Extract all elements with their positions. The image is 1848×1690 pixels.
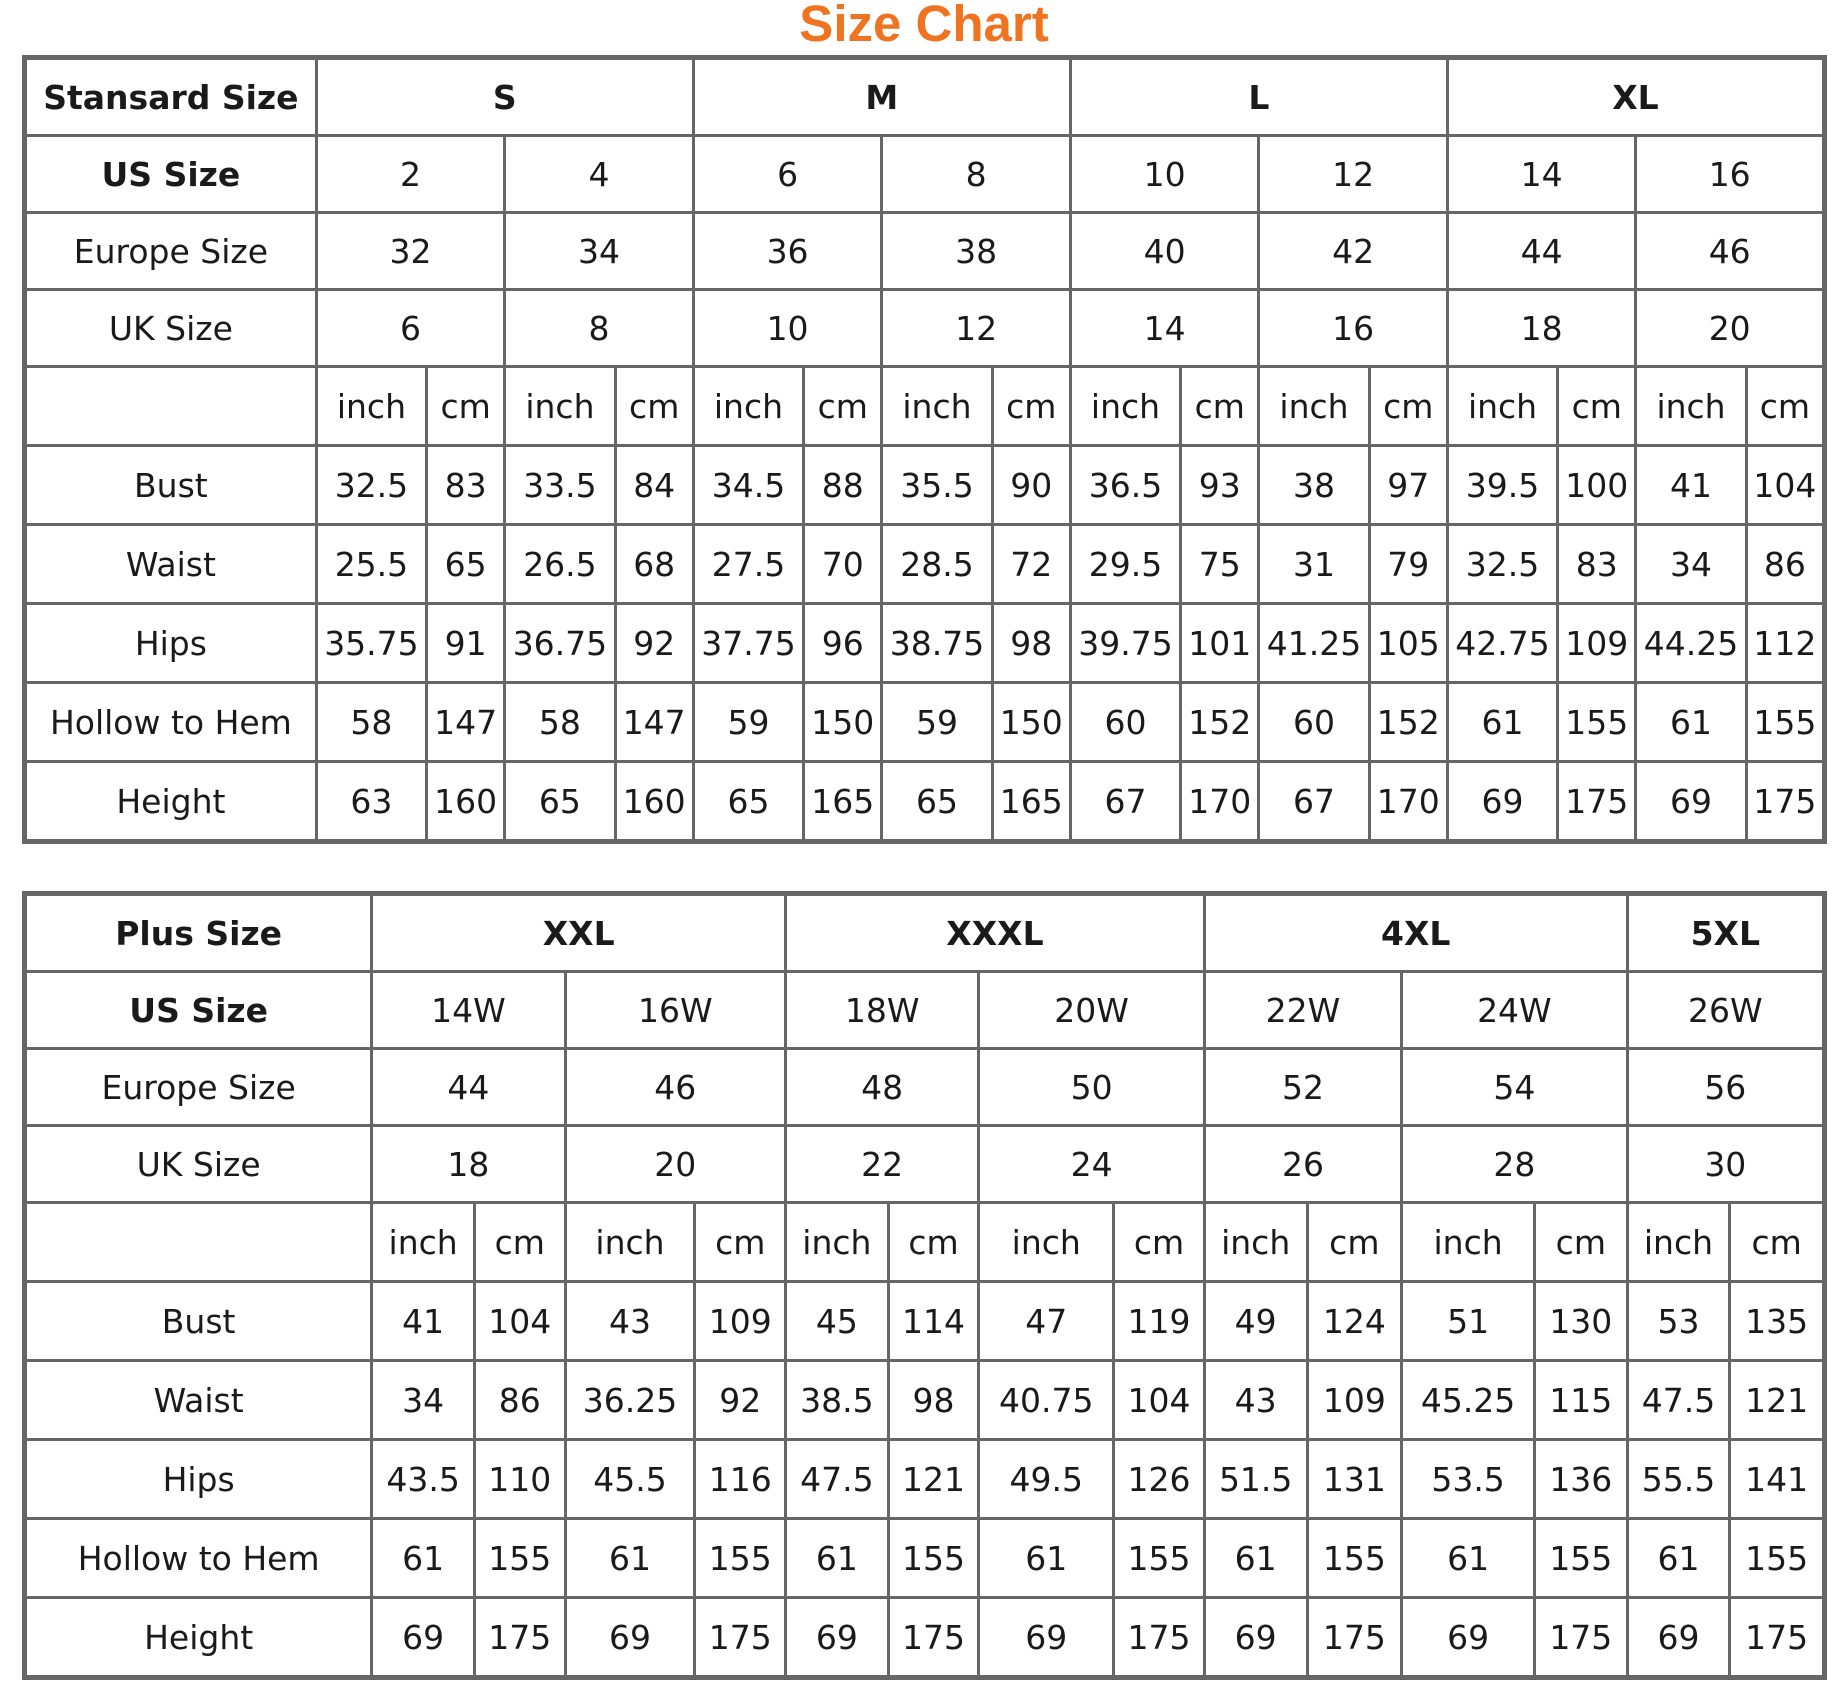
measurement-label: Hollow to Hem	[25, 683, 317, 762]
value-cm: 90	[992, 446, 1070, 525]
value-inch: 45	[786, 1282, 889, 1361]
value-cm: 152	[1181, 683, 1259, 762]
value-cm: 124	[1307, 1282, 1402, 1361]
value-cm: 155	[695, 1519, 786, 1598]
plus-uk-size-row	[25, 1126, 1825, 1203]
uk-size-cell: 30	[1627, 1126, 1824, 1203]
us-size-cell: 14	[1447, 136, 1636, 213]
unit-cm: cm	[1114, 1203, 1205, 1282]
value-cm: 75	[1181, 525, 1259, 604]
value-cm: 88	[804, 446, 882, 525]
measurement-label: Hips	[25, 1440, 372, 1519]
europe-size-cell: 32	[316, 213, 505, 290]
value-cm: 130	[1535, 1282, 1628, 1361]
standard-header-row	[25, 58, 1825, 136]
us-size-label: US Size	[25, 972, 372, 1049]
standard-size-table	[22, 55, 1827, 844]
value-inch: 69	[1204, 1598, 1307, 1678]
unit-row-blank	[25, 367, 317, 446]
uk-size-cell: 6	[316, 290, 505, 367]
value-inch: 61	[1447, 683, 1557, 762]
value-inch: 38.75	[882, 604, 992, 683]
unit-cm: cm	[1730, 1203, 1825, 1282]
value-inch: 43	[1204, 1361, 1307, 1440]
value-inch: 69	[1627, 1598, 1730, 1678]
size-group-l: L	[1070, 58, 1447, 136]
measurement-row-hips	[25, 604, 1825, 683]
us-size-row	[25, 136, 1825, 213]
europe-size-cell: 44	[1447, 213, 1636, 290]
value-inch: 51	[1402, 1282, 1535, 1361]
value-cm: 175	[1307, 1598, 1402, 1678]
value-inch: 67	[1259, 762, 1369, 842]
europe-size-label: Europe Size	[25, 213, 317, 290]
europe-size-cell: 50	[979, 1049, 1205, 1126]
value-cm: 84	[615, 446, 693, 525]
value-inch: 27.5	[693, 525, 803, 604]
value-cm: 91	[427, 604, 505, 683]
unit-inch: inch	[882, 367, 992, 446]
value-inch: 61	[786, 1519, 889, 1598]
plus-unit-row	[25, 1203, 1825, 1282]
value-cm: 175	[1535, 1598, 1628, 1678]
value-inch: 38.5	[786, 1361, 889, 1440]
value-cm: 160	[427, 762, 505, 842]
unit-inch: inch	[1636, 367, 1746, 446]
unit-cm: cm	[427, 367, 505, 446]
measurement-row-height	[25, 762, 1825, 842]
uk-size-cell: 20	[1636, 290, 1825, 367]
value-cm: 175	[474, 1598, 565, 1678]
unit-cm: cm	[804, 367, 882, 446]
unit-inch: inch	[979, 1203, 1114, 1282]
europe-size-label: Europe Size	[25, 1049, 372, 1126]
value-cm: 109	[1307, 1361, 1402, 1440]
value-inch: 69	[372, 1598, 475, 1678]
uk-size-cell: 18	[1447, 290, 1636, 367]
value-cm: 131	[1307, 1440, 1402, 1519]
value-cm: 96	[804, 604, 882, 683]
uk-size-cell: 24	[979, 1126, 1205, 1203]
value-inch: 34.5	[693, 446, 803, 525]
us-size-cell: 16W	[565, 972, 785, 1049]
us-size-cell: 20W	[979, 972, 1205, 1049]
value-inch: 59	[882, 683, 992, 762]
value-cm: 100	[1558, 446, 1636, 525]
value-inch: 53.5	[1402, 1440, 1535, 1519]
value-cm: 147	[615, 683, 693, 762]
value-cm: 119	[1114, 1282, 1205, 1361]
value-cm: 110	[474, 1440, 565, 1519]
value-cm: 98	[992, 604, 1070, 683]
value-inch: 47.5	[786, 1440, 889, 1519]
value-cm: 79	[1369, 525, 1447, 604]
value-inch: 40.75	[979, 1361, 1114, 1440]
value-cm: 155	[888, 1519, 979, 1598]
value-inch: 61	[1402, 1519, 1535, 1598]
value-inch: 36.25	[565, 1361, 695, 1440]
uk-size-label: UK Size	[25, 290, 317, 367]
value-inch: 51.5	[1204, 1440, 1307, 1519]
value-inch: 35.5	[882, 446, 992, 525]
us-size-cell: 16	[1636, 136, 1825, 213]
uk-size-cell: 12	[882, 290, 1071, 367]
value-inch: 39.75	[1070, 604, 1180, 683]
europe-size-cell: 38	[882, 213, 1071, 290]
uk-size-cell: 14	[1070, 290, 1259, 367]
measurement-row-bust	[25, 446, 1825, 525]
value-inch: 32.5	[316, 446, 426, 525]
value-inch: 41	[1636, 446, 1746, 525]
unit-inch: inch	[316, 367, 426, 446]
measurement-label: Hips	[25, 604, 317, 683]
value-cm: 92	[615, 604, 693, 683]
europe-size-cell: 44	[372, 1049, 565, 1126]
measurement-label: Bust	[25, 446, 317, 525]
value-inch: 43	[565, 1282, 695, 1361]
measurement-row-hollow-to-hem	[25, 683, 1825, 762]
value-inch: 34	[1636, 525, 1746, 604]
value-cm: 150	[992, 683, 1070, 762]
value-inch: 69	[1447, 762, 1557, 842]
value-cm: 155	[1558, 683, 1636, 762]
unit-cm: cm	[1181, 367, 1259, 446]
value-inch: 37.75	[693, 604, 803, 683]
value-cm: 141	[1730, 1440, 1825, 1519]
plus-europe-size-row	[25, 1049, 1825, 1126]
value-cm: 86	[1746, 525, 1824, 604]
unit-cm: cm	[1369, 367, 1447, 446]
value-cm: 165	[992, 762, 1070, 842]
value-inch: 61	[979, 1519, 1114, 1598]
value-inch: 59	[693, 683, 803, 762]
value-inch: 61	[1627, 1519, 1730, 1598]
value-cm: 68	[615, 525, 693, 604]
value-cm: 104	[474, 1282, 565, 1361]
plus-us-size-row	[25, 972, 1825, 1049]
measurement-row-height	[25, 1598, 1825, 1678]
size-group-xxl: XXL	[372, 894, 786, 972]
europe-size-cell: 46	[565, 1049, 785, 1126]
value-inch: 61	[372, 1519, 475, 1598]
value-inch: 69	[565, 1598, 695, 1678]
value-inch: 65	[882, 762, 992, 842]
europe-size-cell: 42	[1259, 213, 1448, 290]
us-size-cell: 2	[316, 136, 505, 213]
unit-inch: inch	[1402, 1203, 1535, 1282]
value-inch: 41	[372, 1282, 475, 1361]
value-cm: 72	[992, 525, 1070, 604]
size-group-xl: XL	[1447, 58, 1824, 136]
value-cm: 126	[1114, 1440, 1205, 1519]
unit-cm: cm	[695, 1203, 786, 1282]
value-cm: 160	[615, 762, 693, 842]
value-inch: 58	[505, 683, 615, 762]
plus-size-table	[22, 891, 1827, 1680]
uk-size-row	[25, 290, 1825, 367]
value-cm: 104	[1114, 1361, 1205, 1440]
value-inch: 49.5	[979, 1440, 1114, 1519]
europe-size-cell: 48	[786, 1049, 979, 1126]
value-inch: 31	[1259, 525, 1369, 604]
standard-header-label: Stansard Size	[25, 58, 317, 136]
measurement-label: Waist	[25, 525, 317, 604]
unit-inch: inch	[1627, 1203, 1730, 1282]
value-cm: 121	[1730, 1361, 1825, 1440]
value-inch: 65	[693, 762, 803, 842]
uk-size-cell: 10	[693, 290, 882, 367]
measurement-label: Bust	[25, 1282, 372, 1361]
value-cm: 152	[1369, 683, 1447, 762]
value-inch: 55.5	[1627, 1440, 1730, 1519]
value-cm: 105	[1369, 604, 1447, 683]
europe-size-cell: 36	[693, 213, 882, 290]
plus-header-label: Plus Size	[25, 894, 372, 972]
measurement-label: Waist	[25, 1361, 372, 1440]
value-inch: 29.5	[1070, 525, 1180, 604]
europe-size-row	[25, 213, 1825, 290]
unit-inch: inch	[565, 1203, 695, 1282]
value-inch: 69	[979, 1598, 1114, 1678]
value-inch: 65	[505, 762, 615, 842]
value-cm: 155	[1307, 1519, 1402, 1598]
size-group-s: S	[316, 58, 693, 136]
value-inch: 67	[1070, 762, 1180, 842]
unit-inch: inch	[372, 1203, 475, 1282]
value-cm: 112	[1746, 604, 1824, 683]
value-cm: 104	[1746, 446, 1824, 525]
value-cm: 155	[1746, 683, 1824, 762]
standard-measurements	[25, 446, 1825, 842]
uk-size-cell: 22	[786, 1126, 979, 1203]
europe-size-cell: 56	[1627, 1049, 1824, 1126]
value-inch: 33.5	[505, 446, 615, 525]
unit-inch: inch	[1259, 367, 1369, 446]
us-size-cell: 4	[505, 136, 694, 213]
uk-size-cell: 8	[505, 290, 694, 367]
value-cm: 155	[1114, 1519, 1205, 1598]
value-cm: 175	[1746, 762, 1824, 842]
us-size-cell: 8	[882, 136, 1071, 213]
value-inch: 34	[372, 1361, 475, 1440]
value-inch: 25.5	[316, 525, 426, 604]
unit-inch: inch	[1204, 1203, 1307, 1282]
unit-cm: cm	[1746, 367, 1824, 446]
us-size-cell: 22W	[1204, 972, 1401, 1049]
uk-size-cell: 26	[1204, 1126, 1401, 1203]
plus-header-row	[25, 894, 1825, 972]
value-cm: 65	[427, 525, 505, 604]
us-size-cell: 14W	[372, 972, 565, 1049]
value-inch: 63	[316, 762, 426, 842]
value-cm: 175	[1730, 1598, 1825, 1678]
value-inch: 45.5	[565, 1440, 695, 1519]
us-size-cell: 6	[693, 136, 882, 213]
size-group-4xl: 4XL	[1204, 894, 1627, 972]
value-inch: 69	[1636, 762, 1746, 842]
unit-cm: cm	[992, 367, 1070, 446]
measurement-row-waist	[25, 525, 1825, 604]
value-cm: 83	[427, 446, 505, 525]
value-cm: 70	[804, 525, 882, 604]
measurement-label: Height	[25, 762, 317, 842]
value-cm: 155	[474, 1519, 565, 1598]
measurement-row-hollow-to-hem	[25, 1519, 1825, 1598]
measurement-row-waist	[25, 1361, 1825, 1440]
measurement-label: Hollow to Hem	[25, 1519, 372, 1598]
value-inch: 42.75	[1447, 604, 1557, 683]
unit-inch: inch	[505, 367, 615, 446]
unit-inch: inch	[786, 1203, 889, 1282]
value-cm: 175	[695, 1598, 786, 1678]
value-inch: 60	[1259, 683, 1369, 762]
uk-size-cell: 20	[565, 1126, 785, 1203]
size-group-xxxl: XXXL	[786, 894, 1205, 972]
europe-size-cell: 34	[505, 213, 694, 290]
unit-cm: cm	[1558, 367, 1636, 446]
unit-cm: cm	[888, 1203, 979, 1282]
value-inch: 36.75	[505, 604, 615, 683]
value-inch: 69	[786, 1598, 889, 1678]
value-inch: 43.5	[372, 1440, 475, 1519]
us-size-label: US Size	[25, 136, 317, 213]
value-inch: 41.25	[1259, 604, 1369, 683]
value-cm: 165	[804, 762, 882, 842]
us-size-cell: 10	[1070, 136, 1259, 213]
us-size-cell: 24W	[1402, 972, 1627, 1049]
value-cm: 115	[1535, 1361, 1628, 1440]
value-inch: 60	[1070, 683, 1180, 762]
value-cm: 175	[888, 1598, 979, 1678]
value-inch: 26.5	[505, 525, 615, 604]
value-cm: 109	[695, 1282, 786, 1361]
value-inch: 53	[1627, 1282, 1730, 1361]
measurement-row-bust	[25, 1282, 1825, 1361]
value-inch: 61	[1636, 683, 1746, 762]
value-inch: 38	[1259, 446, 1369, 525]
size-group-5xl: 5XL	[1627, 894, 1824, 972]
us-size-cell: 26W	[1627, 972, 1824, 1049]
value-cm: 170	[1181, 762, 1259, 842]
europe-size-cell: 52	[1204, 1049, 1401, 1126]
unit-cm: cm	[1535, 1203, 1628, 1282]
value-cm: 135	[1730, 1282, 1825, 1361]
size-group-m: M	[693, 58, 1070, 136]
value-cm: 101	[1181, 604, 1259, 683]
value-inch: 61	[1204, 1519, 1307, 1598]
value-inch: 47	[979, 1282, 1114, 1361]
page-title: Size Chart	[799, 0, 1049, 52]
europe-size-cell: 54	[1402, 1049, 1627, 1126]
uk-size-cell: 28	[1402, 1126, 1627, 1203]
value-inch: 45.25	[1402, 1361, 1535, 1440]
unit-cm: cm	[1307, 1203, 1402, 1282]
value-cm: 114	[888, 1282, 979, 1361]
value-cm: 175	[1558, 762, 1636, 842]
unit-inch: inch	[1447, 367, 1557, 446]
value-inch: 58	[316, 683, 426, 762]
unit-cm: cm	[474, 1203, 565, 1282]
us-size-cell: 18W	[786, 972, 979, 1049]
value-inch: 44.25	[1636, 604, 1746, 683]
value-inch: 32.5	[1447, 525, 1557, 604]
value-cm: 150	[804, 683, 882, 762]
value-inch: 35.75	[316, 604, 426, 683]
value-cm: 93	[1181, 446, 1259, 525]
value-inch: 69	[1402, 1598, 1535, 1678]
value-cm: 83	[1558, 525, 1636, 604]
uk-size-label: UK Size	[25, 1126, 372, 1203]
europe-size-cell: 40	[1070, 213, 1259, 290]
unit-inch: inch	[693, 367, 803, 446]
value-cm: 121	[888, 1440, 979, 1519]
unit-cm: cm	[615, 367, 693, 446]
value-cm: 86	[474, 1361, 565, 1440]
value-cm: 98	[888, 1361, 979, 1440]
us-size-cell: 12	[1259, 136, 1448, 213]
value-cm: 116	[695, 1440, 786, 1519]
value-cm: 97	[1369, 446, 1447, 525]
unit-row-blank	[25, 1203, 372, 1282]
value-inch: 61	[565, 1519, 695, 1598]
value-cm: 155	[1535, 1519, 1628, 1598]
unit-row	[25, 367, 1825, 446]
value-cm: 136	[1535, 1440, 1628, 1519]
uk-size-cell: 18	[372, 1126, 565, 1203]
value-cm: 175	[1114, 1598, 1205, 1678]
plus-measurements	[25, 1282, 1825, 1678]
measurement-row-hips	[25, 1440, 1825, 1519]
value-cm: 147	[427, 683, 505, 762]
value-cm: 170	[1369, 762, 1447, 842]
value-inch: 28.5	[882, 525, 992, 604]
value-cm: 155	[1730, 1519, 1825, 1598]
unit-inch: inch	[1070, 367, 1180, 446]
uk-size-cell: 16	[1259, 290, 1448, 367]
value-inch: 47.5	[1627, 1361, 1730, 1440]
value-cm: 92	[695, 1361, 786, 1440]
europe-size-cell: 46	[1636, 213, 1825, 290]
value-inch: 36.5	[1070, 446, 1180, 525]
value-inch: 49	[1204, 1282, 1307, 1361]
measurement-label: Height	[25, 1598, 372, 1678]
value-inch: 39.5	[1447, 446, 1557, 525]
value-cm: 109	[1558, 604, 1636, 683]
